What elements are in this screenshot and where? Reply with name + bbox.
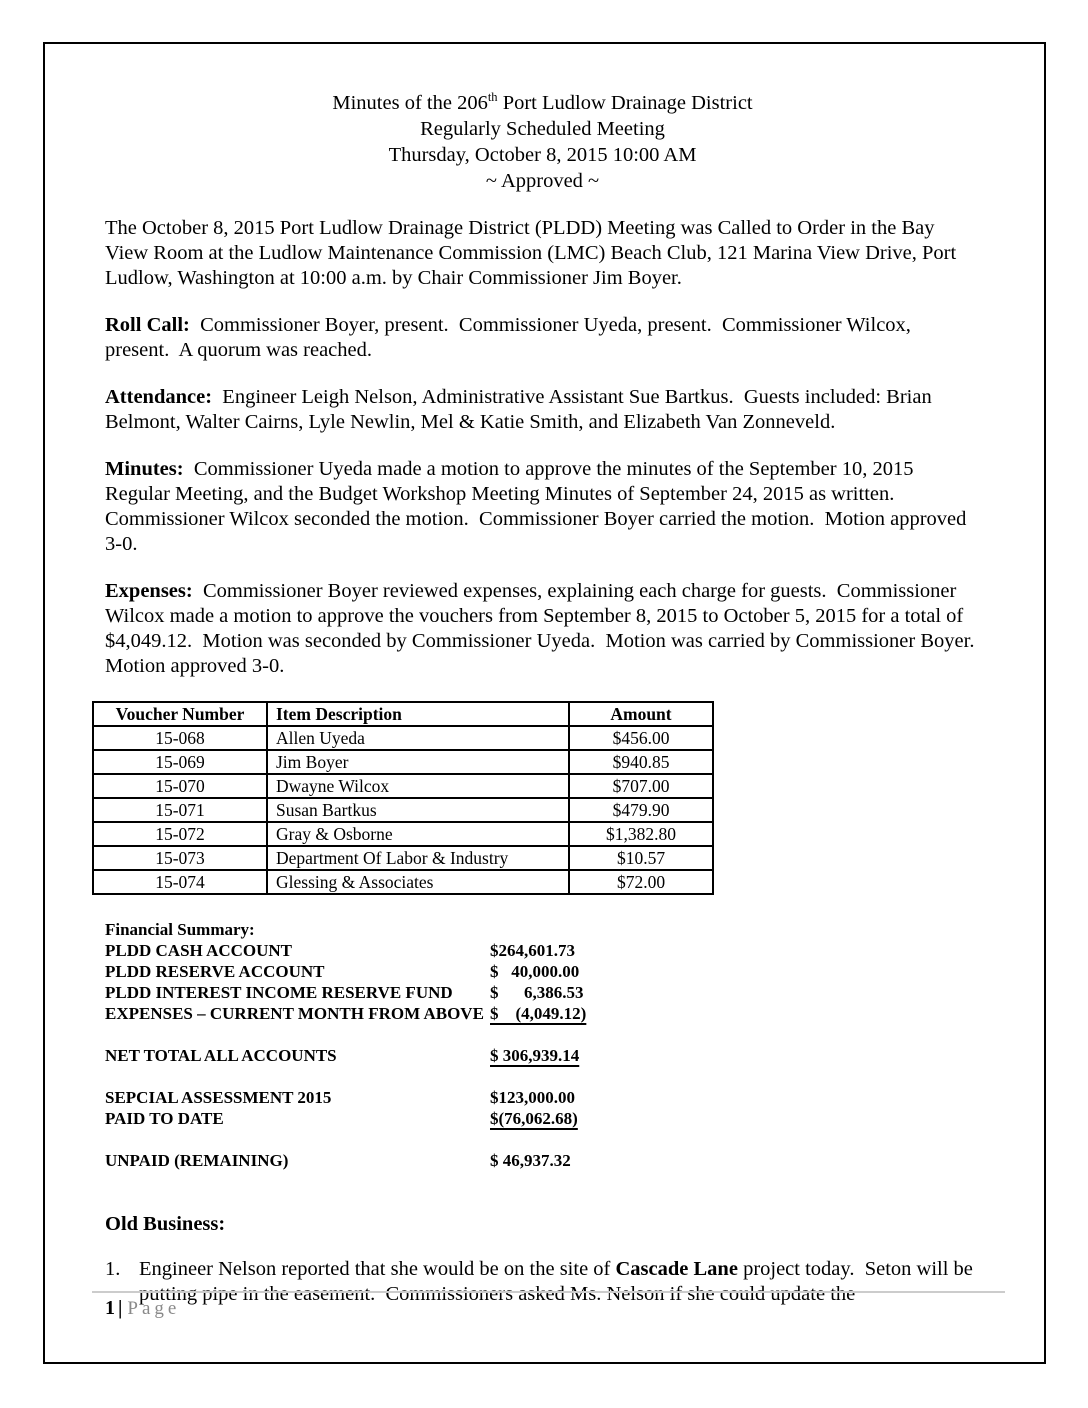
amount-header: Amount (569, 702, 713, 726)
list-item-number: 1. (105, 1258, 121, 1280)
title-line-4: ~ Approved ~ (485, 170, 600, 192)
roll-call-text: Commissioner Boyer, present. Commissioner Uyeda, present. Commissioner Wilcox, present. A quorum was reached. (105, 314, 917, 361)
voucher-number-cell: 15-073 (93, 846, 267, 870)
title-line-1 (105, 90, 980, 116)
voucher-number-header: Voucher Number (93, 702, 267, 726)
voucher-number-cell: 15-069 (93, 750, 267, 774)
footer-page-label: Page (127, 1298, 181, 1319)
financial-row (105, 940, 980, 961)
voucher-table-header-row (93, 702, 713, 726)
title-line-2: Regularly Scheduled Meeting (420, 118, 665, 140)
item-description-cell: Glessing & Associates (267, 870, 569, 894)
financial-row-amount: $264,601.73 (490, 941, 575, 960)
list-item-text-pre: Engineer Nelson reported that she would be on the site of (139, 1258, 616, 1280)
financial-row (105, 1108, 980, 1129)
financial-row (105, 1150, 980, 1171)
table-row (93, 822, 713, 846)
attendance-text: Engineer Leigh Nelson, Administrative Assistant Sue Bartkus. Guests included: Brian Belmont, Walter Cairns, Lyle Newlin, Mel & Katie Smith, and Elizabeth Van Zonneveld. (105, 386, 937, 433)
page-footer (92, 1291, 1005, 1321)
financial-row-amount: $(76,062.68) (490, 1109, 578, 1128)
list-item-text-bold: Cascade Lane (615, 1258, 738, 1280)
amount-cell: $1,382.80 (569, 822, 713, 846)
expenses-paragraph (105, 579, 980, 679)
minutes-paragraph (105, 457, 980, 557)
roll-call-paragraph (105, 313, 980, 363)
amount-cell: $456.00 (569, 726, 713, 750)
title-ordinal: th (487, 90, 498, 105)
financial-row-label: PAID TO DATE (105, 1109, 224, 1128)
title-block (105, 90, 980, 194)
financial-row-amount: $ 306,939.14 (490, 1046, 580, 1065)
financial-row (105, 1045, 980, 1066)
financial-row (105, 1003, 980, 1024)
financial-row-amount: $ 46,937.32 (490, 1151, 571, 1170)
attendance-label: Attendance: (105, 386, 213, 408)
voucher-number-cell: 15-074 (93, 870, 267, 894)
item-description-cell: Department Of Labor & Industry (267, 846, 569, 870)
page-number: 1 (105, 1297, 115, 1319)
table-row (93, 774, 713, 798)
financial-row-label: PLDD CASH ACCOUNT (105, 941, 293, 960)
item-description-cell: Allen Uyeda (267, 726, 569, 750)
financial-row-label: NET TOTAL ALL ACCOUNTS (105, 1046, 337, 1065)
amount-cell: $72.00 (569, 870, 713, 894)
item-description-cell: Jim Boyer (267, 750, 569, 774)
amount-cell: $479.90 (569, 798, 713, 822)
intro-paragraph: The October 8, 2015 Port Ludlow Drainage District (PLDD) Meeting was Called to Order in the Bay View Room at the Ludlow Maintenance Commission (LMC) Beach Club, 121 Marina View Drive, Port Ludlow, Washington at 10:00 a.m. by Chair Commissioner Jim Boyer. (105, 217, 962, 289)
financial-row (105, 1087, 980, 1108)
expenses-text: Commissioner Boyer reviewed expenses, explaining each charge for guests. Commissioner Wilcox made a motion to approve the vouchers from September 8, 2015 to October 5, 2015 for a total of $4,049.12. Motion was seconded by Commissioner Uyeda. Motion was carried by Commissioner Boyer. Motion approved 3-0. (105, 580, 980, 677)
amount-cell: $707.00 (569, 774, 713, 798)
footer-separator: | (118, 1297, 123, 1319)
financial-row-label: PLDD INTEREST INCOME RESERVE FUND (105, 983, 453, 1002)
item-description-header: Item Description (267, 702, 569, 726)
list-item-text-post: project today. Seton will be putting pipe in the easement. Commissioners asked Ms. Nelson if she could update the (139, 1258, 979, 1305)
minutes-text: Commissioner Uyeda made a motion to approve the minutes of the September 10, 2015 Regular Meeting, and the Budget Workshop Meeting Minutes of September 24, 2015 as written. Commissioner Wilcox seconded the motion. Commissioner Boyer carried the motion. Motion approved 3-0. (105, 458, 972, 555)
old-business-heading: Old Business: (105, 1213, 226, 1235)
table-row (93, 846, 713, 870)
item-description-cell: Gray & Osborne (267, 822, 569, 846)
table-row (93, 726, 713, 750)
financial-summary (105, 919, 980, 1171)
voucher-number-cell: 15-071 (93, 798, 267, 822)
table-row (93, 798, 713, 822)
financial-row-label: PLDD RESERVE ACCOUNT (105, 962, 325, 981)
attendance-paragraph (105, 385, 980, 435)
financial-row (105, 982, 980, 1003)
voucher-number-cell: 15-068 (93, 726, 267, 750)
voucher-number-cell: 15-070 (93, 774, 267, 798)
document-content (45, 44, 1044, 1307)
minutes-label: Minutes: (105, 458, 184, 480)
roll-call-label: Roll Call: (105, 314, 190, 336)
item-description-cell: Dwayne Wilcox (267, 774, 569, 798)
title-line-1-post: Port Ludlow Drainage District (497, 92, 753, 114)
title-line-3: Thursday, October 8, 2015 10:00 AM (388, 144, 697, 166)
financial-row (105, 961, 980, 982)
document-page (43, 42, 1046, 1364)
financial-row-amount: $ 6,386.53 (490, 983, 584, 1002)
financial-row-amount: $ (4,049.12) (490, 1004, 587, 1023)
voucher-number-cell: 15-072 (93, 822, 267, 846)
financial-row-amount: $123,000.00 (490, 1088, 575, 1107)
title-line-1-pre: Minutes of the 206 (332, 92, 488, 114)
financial-row-label: SEPCIAL ASSESSMENT 2015 (105, 1088, 332, 1107)
financial-row-amount: $ 40,000.00 (490, 962, 580, 981)
item-description-cell: Susan Bartkus (267, 798, 569, 822)
amount-cell: $940.85 (569, 750, 713, 774)
financial-summary-heading: Financial Summary: (105, 920, 255, 939)
voucher-table (92, 701, 714, 895)
table-row (93, 870, 713, 894)
financial-row-label: EXPENSES – CURRENT MONTH FROM ABOVE (105, 1004, 484, 1023)
amount-cell: $10.57 (569, 846, 713, 870)
expenses-label: Expenses: (105, 580, 193, 602)
financial-row-label: UNPAID (REMAINING) (105, 1151, 289, 1170)
table-row (93, 750, 713, 774)
